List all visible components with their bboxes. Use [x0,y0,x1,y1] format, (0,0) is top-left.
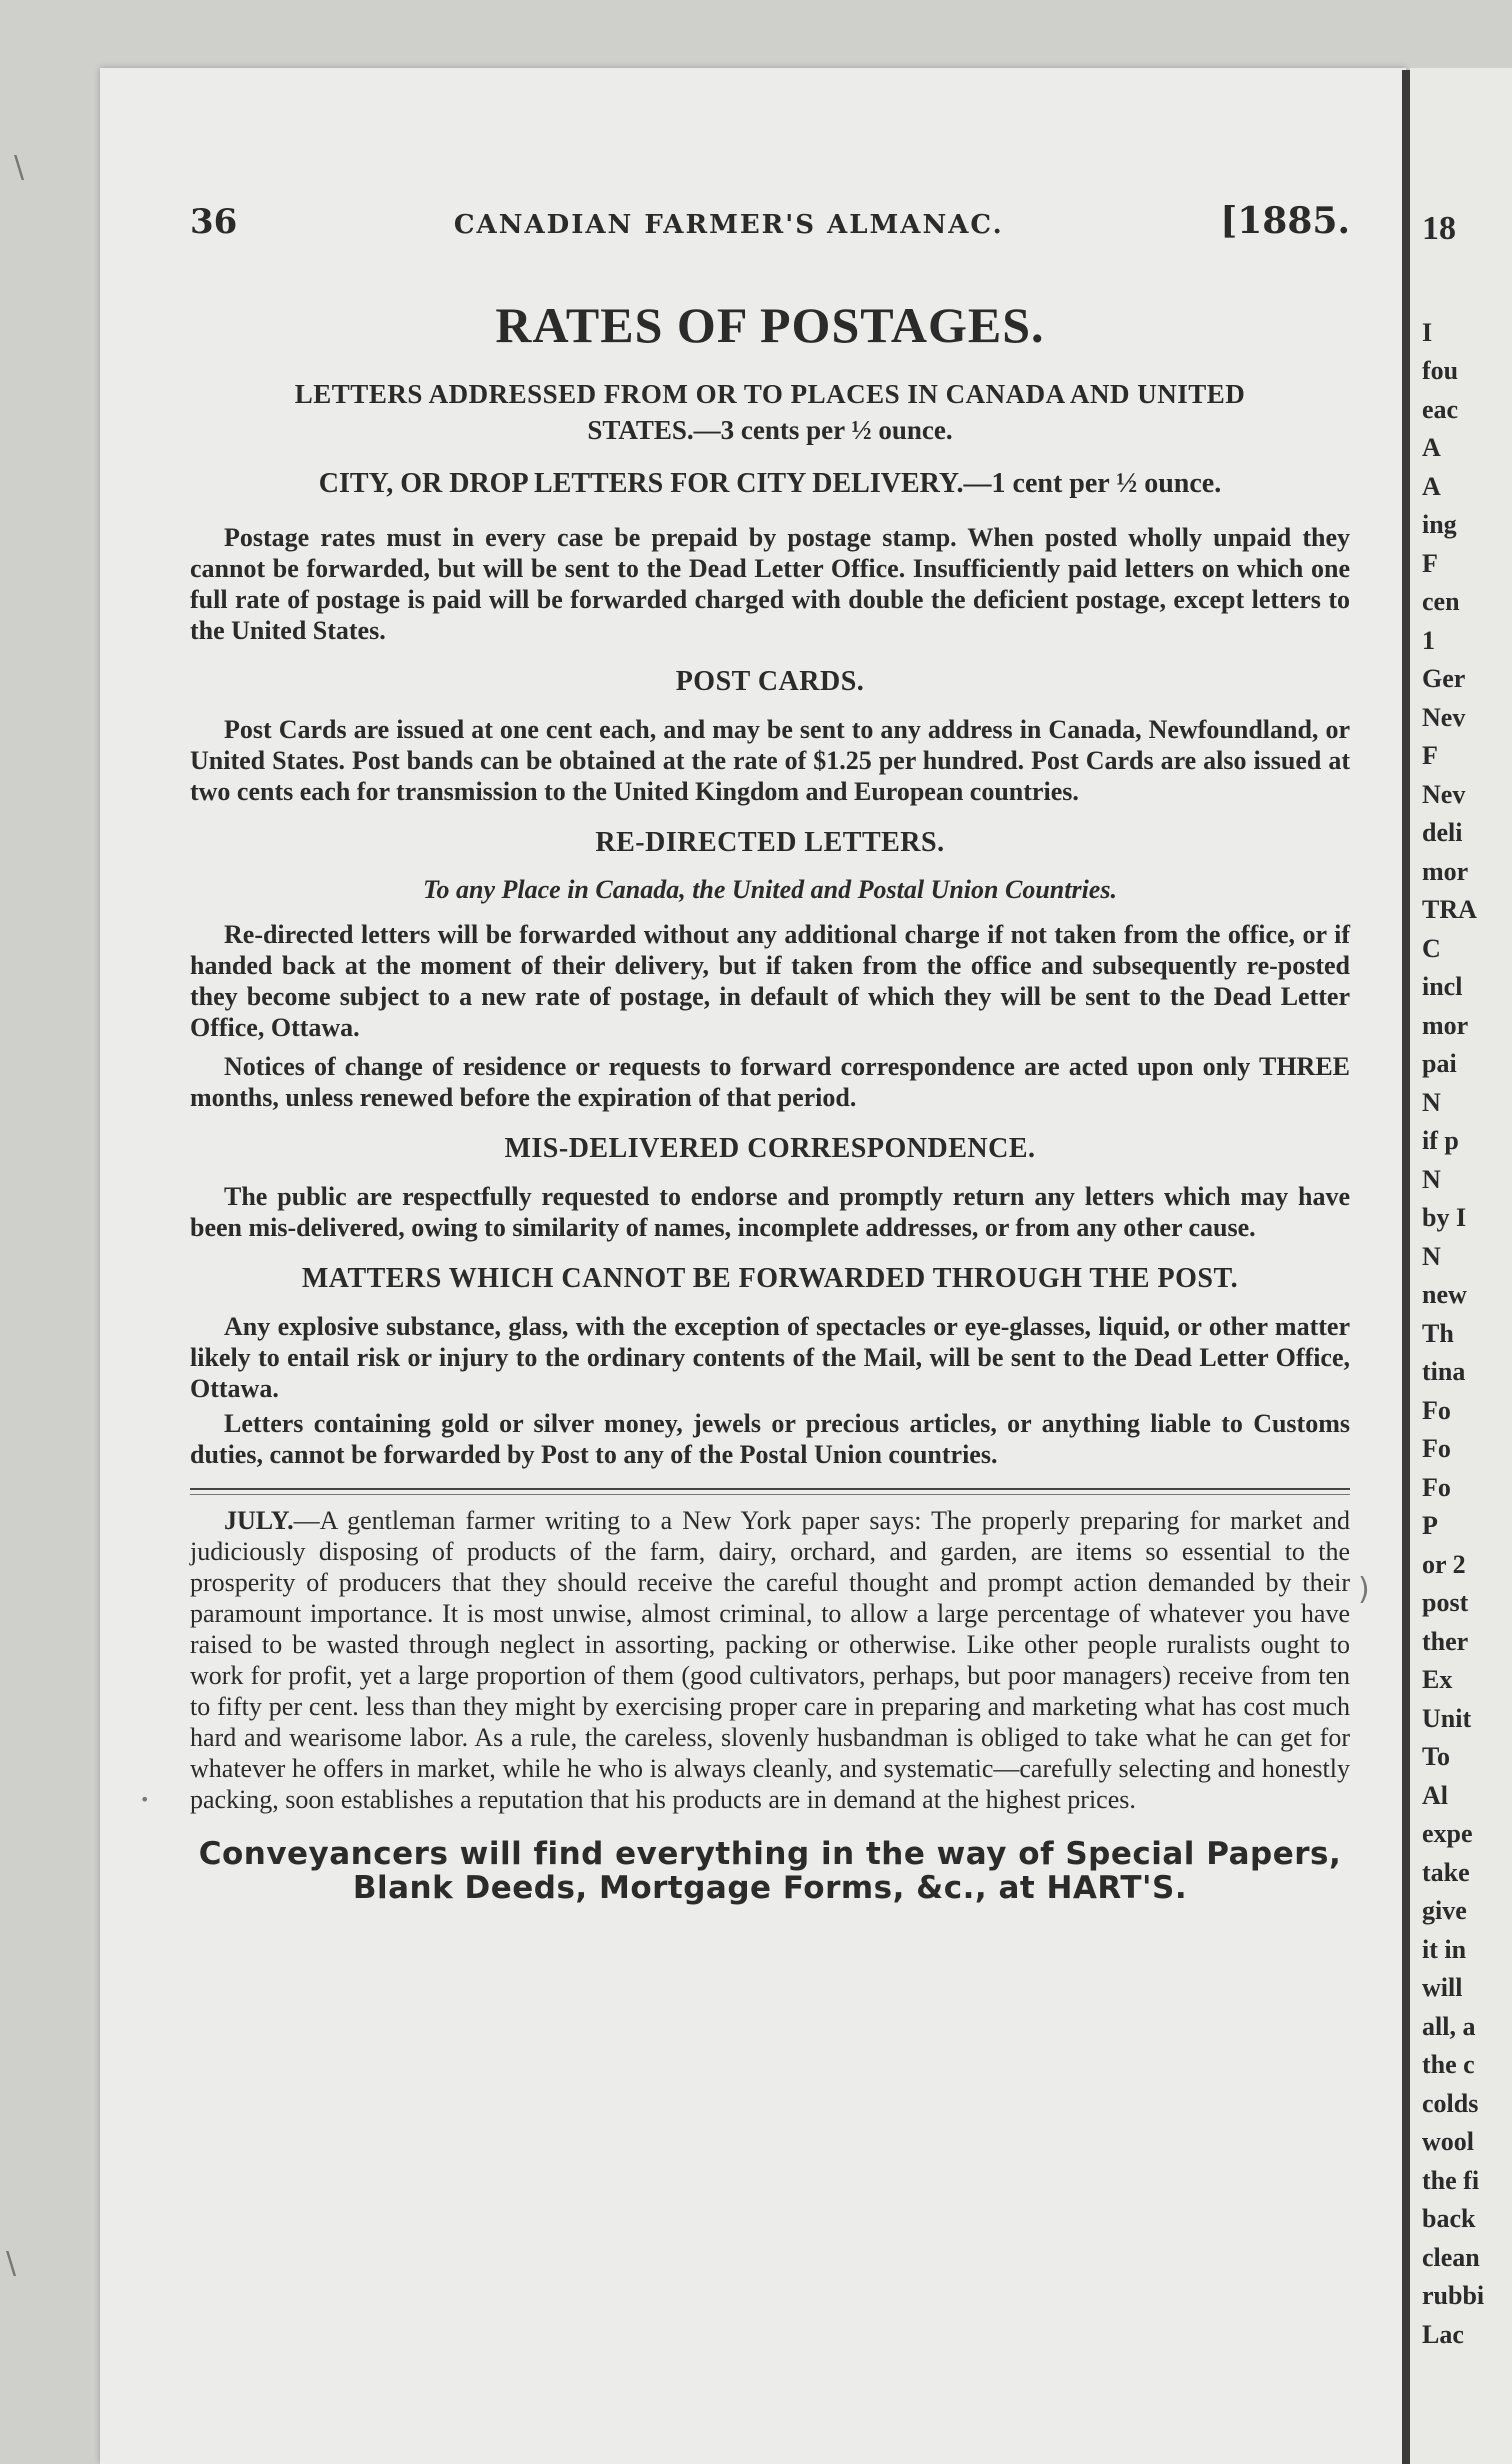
page-title: RATES OF POSTAGES. [495,297,1045,353]
next-page-edge [1410,68,1512,2464]
next-page-fragment: ing [1422,510,1457,540]
misdelivered-text: The public are respectfully requested to endorse and promptly return any letters which may have been mis-delivered, owing to similarity of names, incomplete addresses, or from any other cause. [190,1182,1350,1242]
next-page-fragment: F [1422,741,1438,771]
next-page-fragment: Lac [1422,2319,1464,2349]
margin-paren: ) [1358,1572,1370,1607]
next-page-fragment: rubbi [1422,2281,1485,2311]
next-page-fragment: all, a [1422,2011,1476,2041]
next-page-fragment: F [1422,548,1438,578]
redirected-subtitle: To any Place in Canada, the United and Postal Union Countries. [423,875,1117,904]
next-page-fragment: if p [1422,1126,1459,1156]
matters-text-2: Letters containing gold or silver money, jewels or precious articles, or anything liable to Customs duties, cannot be forwarded by Post to any of the Postal Union countries. [190,1409,1350,1469]
next-page-fragment: incl [1422,972,1463,1002]
next-page-fragment: A [1422,433,1441,463]
next-page-fragment: Fo [1422,1434,1451,1464]
next-page-fragment: clean [1422,2242,1480,2272]
next-page-fragment: post [1422,1588,1469,1618]
advert-line-2: Blank Deeds, Mortgage Forms, &c., at HART'S. [352,1870,1188,1906]
next-page-fragment: To [1422,1742,1450,1772]
next-page-fragment: C [1422,933,1441,963]
redirected-text-2: Notices of change of residence or requests to forward correspondence are acted upon only THREE months, unless renewed before the expiration of that period. [190,1052,1350,1112]
page-content [190,200,1350,1905]
next-page-fragment: expe [1422,1819,1473,1849]
redirected-text-1: Re-directed letters will be forwarded without any additional charge if not taken from the office, or if handed back at the moment of their delivery, but if taken from the office and subsequently re-posted they become subject to a new rate of postage, in default of which they will be sent to the Dead Letter Office, Ottawa. [190,920,1350,1042]
advert-line-1: Conveyancers will find everything in the way of Special Papers, [198,1836,1342,1872]
next-page-fragment: N [1422,1241,1441,1271]
next-page-fragment: new [1422,1280,1467,1310]
next-page-fragment: Th [1422,1318,1454,1348]
city-letters-rate: CITY, OR DROP LETTERS FOR CITY DELIVERY.—1 cent per ½ ounce. [318,468,1222,499]
next-page-fragment: ther [1422,1626,1469,1656]
next-page-fragment: Fo [1422,1395,1451,1425]
next-page-fragment: Nev [1422,779,1466,809]
next-page-fragment: the c [1422,2050,1475,2080]
july-label: JULY. [224,1506,294,1535]
next-page-fragment: mor [1422,1010,1469,1040]
next-page-fragment: by I [1422,1203,1467,1233]
next-page-fragment: Al [1422,1780,1448,1810]
next-page-fragment: take [1422,1857,1470,1887]
post-cards-text: Post Cards are issued at one cent each, and may be sent to any address in Canada, Newfoundland, or United States. Post bands can be obtained at the rate of $1.25 per hundred. Post Cards are also issued at two cents each for transmission to the United Kingdom and European countries. [190,715,1350,806]
margin-mark-bottom: \ [6,2246,17,2281]
next-page-fragment: I [1422,318,1433,347]
next-page-fragment: A [1422,471,1441,501]
next-page-fragment: Unit [1422,1703,1472,1733]
hart-advertisement [190,1837,1350,1905]
book-gutter [1402,70,1410,2464]
next-page-fragment: cen [1422,587,1460,617]
next-page-fragment: N [1422,1164,1441,1194]
matters-text-1: Any explosive substance, glass, with the exception of spectacles or eye-glasses, liquid, or other matter likely to entail risk or injury to the ordinary contents of the Mail, will be sent to the Dead Letter Office, Ottawa. [190,1312,1350,1403]
next-page-fragment: tina [1422,1357,1466,1387]
next-page-fragment: back [1422,2204,1476,2234]
matters-title: MATTERS WHICH CANNOT BE FORWARDED THROUGH THE POST. [301,1263,1239,1294]
next-page-fragment: eac [1422,394,1459,424]
july-paragraph [190,1505,1350,1815]
letters-rate: STATES.—3 cents per ½ ounce. [587,415,953,445]
next-page-fragment: P [1422,1511,1438,1541]
next-page-fragment: 1 [1422,625,1435,655]
next-page-fragment: will [1422,1973,1463,2003]
next-page-header: 18 [1422,210,1456,247]
july-text: —A gentleman farmer writing to a New York paper says: The properly preparing for market and judiciously disposing of products of the farm, dairy, orchard, and garden, are items so essential to the prosperity of producers that they should receive the careful thought and prompt action demanded by their paramount importance. It is most unwise, almost criminal, to allow a large percentage of whatever you have raised to be wasted through neglect in assorting, packing or otherwise. Like other people ruralists ought to work for profit, yet a large proportion of them (good cultivators, perhaps, but poor managers) receive from ten to fifty per cent. less than they might by exercising proper care in preparing and marketing what has cost much hard and wearisome labor. As a rule, the careless, slovenly husbandman is obliged to take what he can get for whatever he offers in market, while he who is always cleanly, and systematic—carefully selecting and honestly packing, soon establishes a reputation that his products are in demand at the highest prices. [190,1506,1350,1814]
post-cards-title: POST CARDS. [675,666,865,697]
next-page-fragment: Ex [1422,1665,1453,1695]
margin-dot: • [140,1790,150,1809]
divider-rule [190,1488,1350,1490]
next-page-fragment: the fi [1422,2165,1480,2195]
next-page-fragment: it in [1422,1934,1467,1964]
misdelivered-title: MIS-DELIVERED CORRESPONDENCE. [504,1133,1036,1164]
year: [1885. [1220,200,1350,242]
next-page-fragment: Nev [1422,702,1466,732]
next-page-fragment: mor [1422,856,1469,886]
next-page-fragment: pai [1422,1049,1457,1079]
margin-mark-top: \ [14,150,25,185]
next-page-fragment: wool [1422,2127,1474,2157]
next-page-fragment: fou [1422,356,1459,386]
next-page-fragment: N [1422,1087,1441,1117]
page-number: 36 [190,202,238,242]
next-page-fragment: or 2 [1422,1549,1466,1579]
page-header [190,200,1350,242]
next-page-fragment: colds [1422,2088,1479,2118]
letters-heading: LETTERS ADDRESSED FROM OR TO PLACES IN CANADA AND UNITED [294,379,1246,409]
next-page-fragment: give [1422,1896,1467,1926]
postage-paragraph: Postage rates must in every case be prepaid by postage stamp. When posted wholly unpaid they cannot be forwarded, but will be sent to the Dead Letter Office. Insufficiently paid letters on which one full rate of postage is paid will be forwarded charged with double the deficient postage, except letters to the United States. [190,523,1350,645]
next-page-fragment: TRA [1422,895,1477,925]
divider-rule-thin [190,1494,1350,1495]
next-page-fragment: deli [1422,818,1463,848]
next-page-fragment: Ger [1422,664,1466,694]
redirected-title: RE-DIRECTED LETTERS. [595,827,945,858]
next-page-fragment: Fo [1422,1472,1451,1502]
running-title: CANADIAN FARMER'S ALMANAC. [453,210,1004,240]
